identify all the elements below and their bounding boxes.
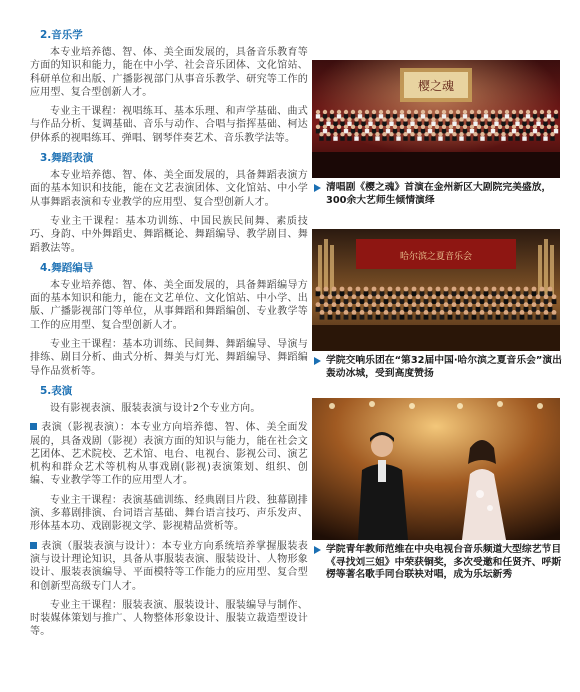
banner-title: 樱之魂 [417, 79, 455, 93]
photo-2-caption-text: 学院交响乐团在“第32届中国·哈尔滨之夏音乐会”演出轰动冰城，受到高度赞扬 [326, 355, 562, 379]
fashion-performance-courses: 专业主干课程：服装表演、服装设计、服装编导与制作、时装媒体策划与推广、人物整体形象设计、服装立裁造型设计等。 [30, 599, 308, 638]
photo-1-caption-text: 清唱剧《樱之魂》首演在金州新区大剧院完美盛放，300余大艺师生倾情演绎 [326, 182, 552, 206]
triangle-bullet-icon [314, 184, 321, 192]
film-performance-intro [30, 421, 308, 487]
music-courses: 专业主干课程：视唱练耳、基本乐理、和声学基础、曲式与作品分析、复调基础、音乐与动作、合唱与指挥基础、柯达伊体系的视唱练耳、弹唱、钢琴伴奏艺术、音乐教学法等。 [30, 106, 308, 144]
choreography-courses: 专业主干课程：基本功训练、民间舞、舞蹈编导、导演与排练、剧目分析、曲式分析、舞美与灯光、舞蹈编导、舞蹈编导作品赏析等。 [30, 339, 308, 377]
triangle-bullet-icon [314, 357, 321, 365]
photo-1-caption [312, 182, 562, 207]
film-performance-intro-text: 表演（影视表演）：本专业方向培养德、智、体、美全面发展的，具备戏剧（影视）表演方面的知识与能力，能在社会文艺团体、艺术院校、艺术馆、电台、电视台、影视公司、演艺机构和群众艺术等机构从事戏剧(影视)表演策划、组织、创编、专业教学等工作的应用型人才。 [30, 422, 308, 487]
section-title-performance: 5.表演 [40, 384, 73, 397]
photo-3-caption [312, 544, 562, 582]
section-title-choreography: 4.舞蹈编导 [40, 261, 94, 274]
triangle-bullet-icon [314, 546, 321, 554]
text-column [30, 28, 308, 645]
choreography-intro: 本专业培养德、智、体、美全面发展的，具备舞蹈编导方面的基本知识和能力，能在文艺单位、文化馆站、中小学、出版、广播影视部门等单位，从事舞蹈和舞蹈编创、专业教学等工作的应用型、复合型创新人才。 [30, 279, 308, 331]
dance-performance-intro: 本专业培养德、智、体、美全面发展的，具备舞蹈表演方面的基本知识和技能，能在文艺表演团体、文化馆站、中小学从事舞蹈表演和专业教学的应用型、复合型创新人才。 [30, 170, 308, 208]
photo-column [312, 60, 562, 582]
banner-title: 哈尔滨之夏音乐会 [399, 252, 473, 262]
photo-duet-singers [312, 398, 560, 540]
photo-2-caption [312, 355, 562, 380]
photo-3-caption-text: 学院青年教师范维在中央电视台音乐频道大型综艺节目《寻找刘三姐》中荣获铜奖，多次受邀和任贤齐、呼斯楞等著名歌手同台联袂对唱，成为乐坛新秀 [326, 544, 562, 580]
orchestra-stage-image [312, 229, 560, 351]
performance-intro: 设有影视表演、服装表演与设计2个专业方向。 [50, 402, 261, 414]
square-bullet-icon [30, 423, 37, 430]
dance-performance-courses: 专业主干课程：基本功训练、中国民族民间舞、素质技巧、身韵、中外舞蹈史、舞蹈概论、舞蹈编导、教学剧目、舞蹈教法等。 [30, 215, 308, 254]
photo-orchestra-concert [312, 229, 560, 351]
section-title-music: 2.音乐学 [40, 29, 83, 41]
duet-stage-image [312, 398, 560, 540]
photo-choir-performance [312, 60, 560, 178]
square-bullet-icon [30, 542, 37, 549]
section-title-dance-performance: 3.舞蹈表演 [40, 152, 94, 165]
choir-stage-image [312, 60, 560, 178]
fashion-performance-intro [30, 540, 308, 593]
music-intro: 本专业培养德、智、体、美全面发展的，具备音乐教育等方面的知识和能力，能在中小学、社会音乐团体、文化馆站、科研单位和出版、广播影视部门从事音乐教学、研究等工作的应用型、复合型创新人才。 [30, 47, 308, 98]
film-performance-courses: 专业主干课程：表演基础训练、经典剧目片段、独幕剧排演、多幕剧排演、台词语言基础、舞台语言技巧、声乐发声、形体基本功、戏剧影视文学、影视精品赏析等。 [30, 494, 308, 533]
fashion-performance-intro-text: 表演（服装表演与设计）：本专业方向系统培养掌握服装表演与设计理论知识，具备从事服装表演、服装设计、人物形象设计、服装表演编导、平面模特等工作能力的应用型、复合型和创新型高级专门人才。 [30, 540, 308, 592]
